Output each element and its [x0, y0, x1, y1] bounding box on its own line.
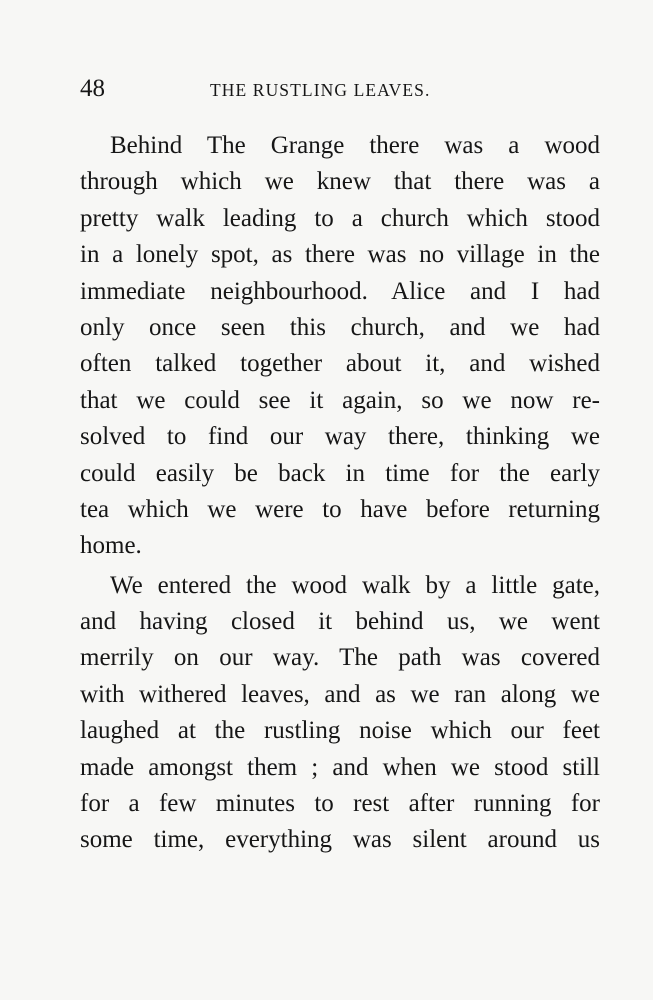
text-line: with withered leaves, and as we ran along we: [80, 680, 600, 708]
page-number: 48: [80, 75, 105, 102]
text-line: We entered the wood walk by a little gate,: [110, 571, 600, 599]
text-line: tea which we were to have before returning: [80, 495, 600, 523]
text-line: in a lonely spot, as there was no village in the: [80, 241, 600, 269]
text-line: often talked together about it, and wished: [80, 350, 600, 378]
paragraph-1: [80, 128, 600, 565]
text-line: solved to find our way there, thinking we: [80, 423, 600, 451]
text-line: made amongst them ; and when we stood still: [80, 753, 600, 781]
text-line: that we could see it again, so we now re-: [80, 386, 600, 414]
text-line: and having closed it behind us, we went: [80, 608, 600, 636]
paragraph-2: [80, 568, 600, 859]
text-line: Behind The Grange there was a wood: [110, 132, 600, 159]
body-text: [80, 128, 600, 859]
text-line: laughed at the rustling noise which our feet: [80, 717, 600, 745]
text-line: merrily on our way. The path was covered: [80, 644, 600, 672]
text-line: could easily be back in time for the early: [80, 459, 600, 487]
text-line: immediate neighbourhood. Alice and I had: [80, 277, 600, 305]
text-line: through which we knew that there was a: [80, 168, 600, 196]
text-line: pretty walk leading to a church which stood: [80, 204, 600, 232]
text-line: only once seen this church, and we had: [80, 313, 600, 341]
running-title: THE RUSTLING LEAVES.: [210, 80, 431, 100]
text-line: home.: [80, 532, 142, 560]
text-line: some time, everything was silent around us: [80, 826, 600, 854]
text-line: for a few minutes to rest after running for: [80, 790, 600, 818]
